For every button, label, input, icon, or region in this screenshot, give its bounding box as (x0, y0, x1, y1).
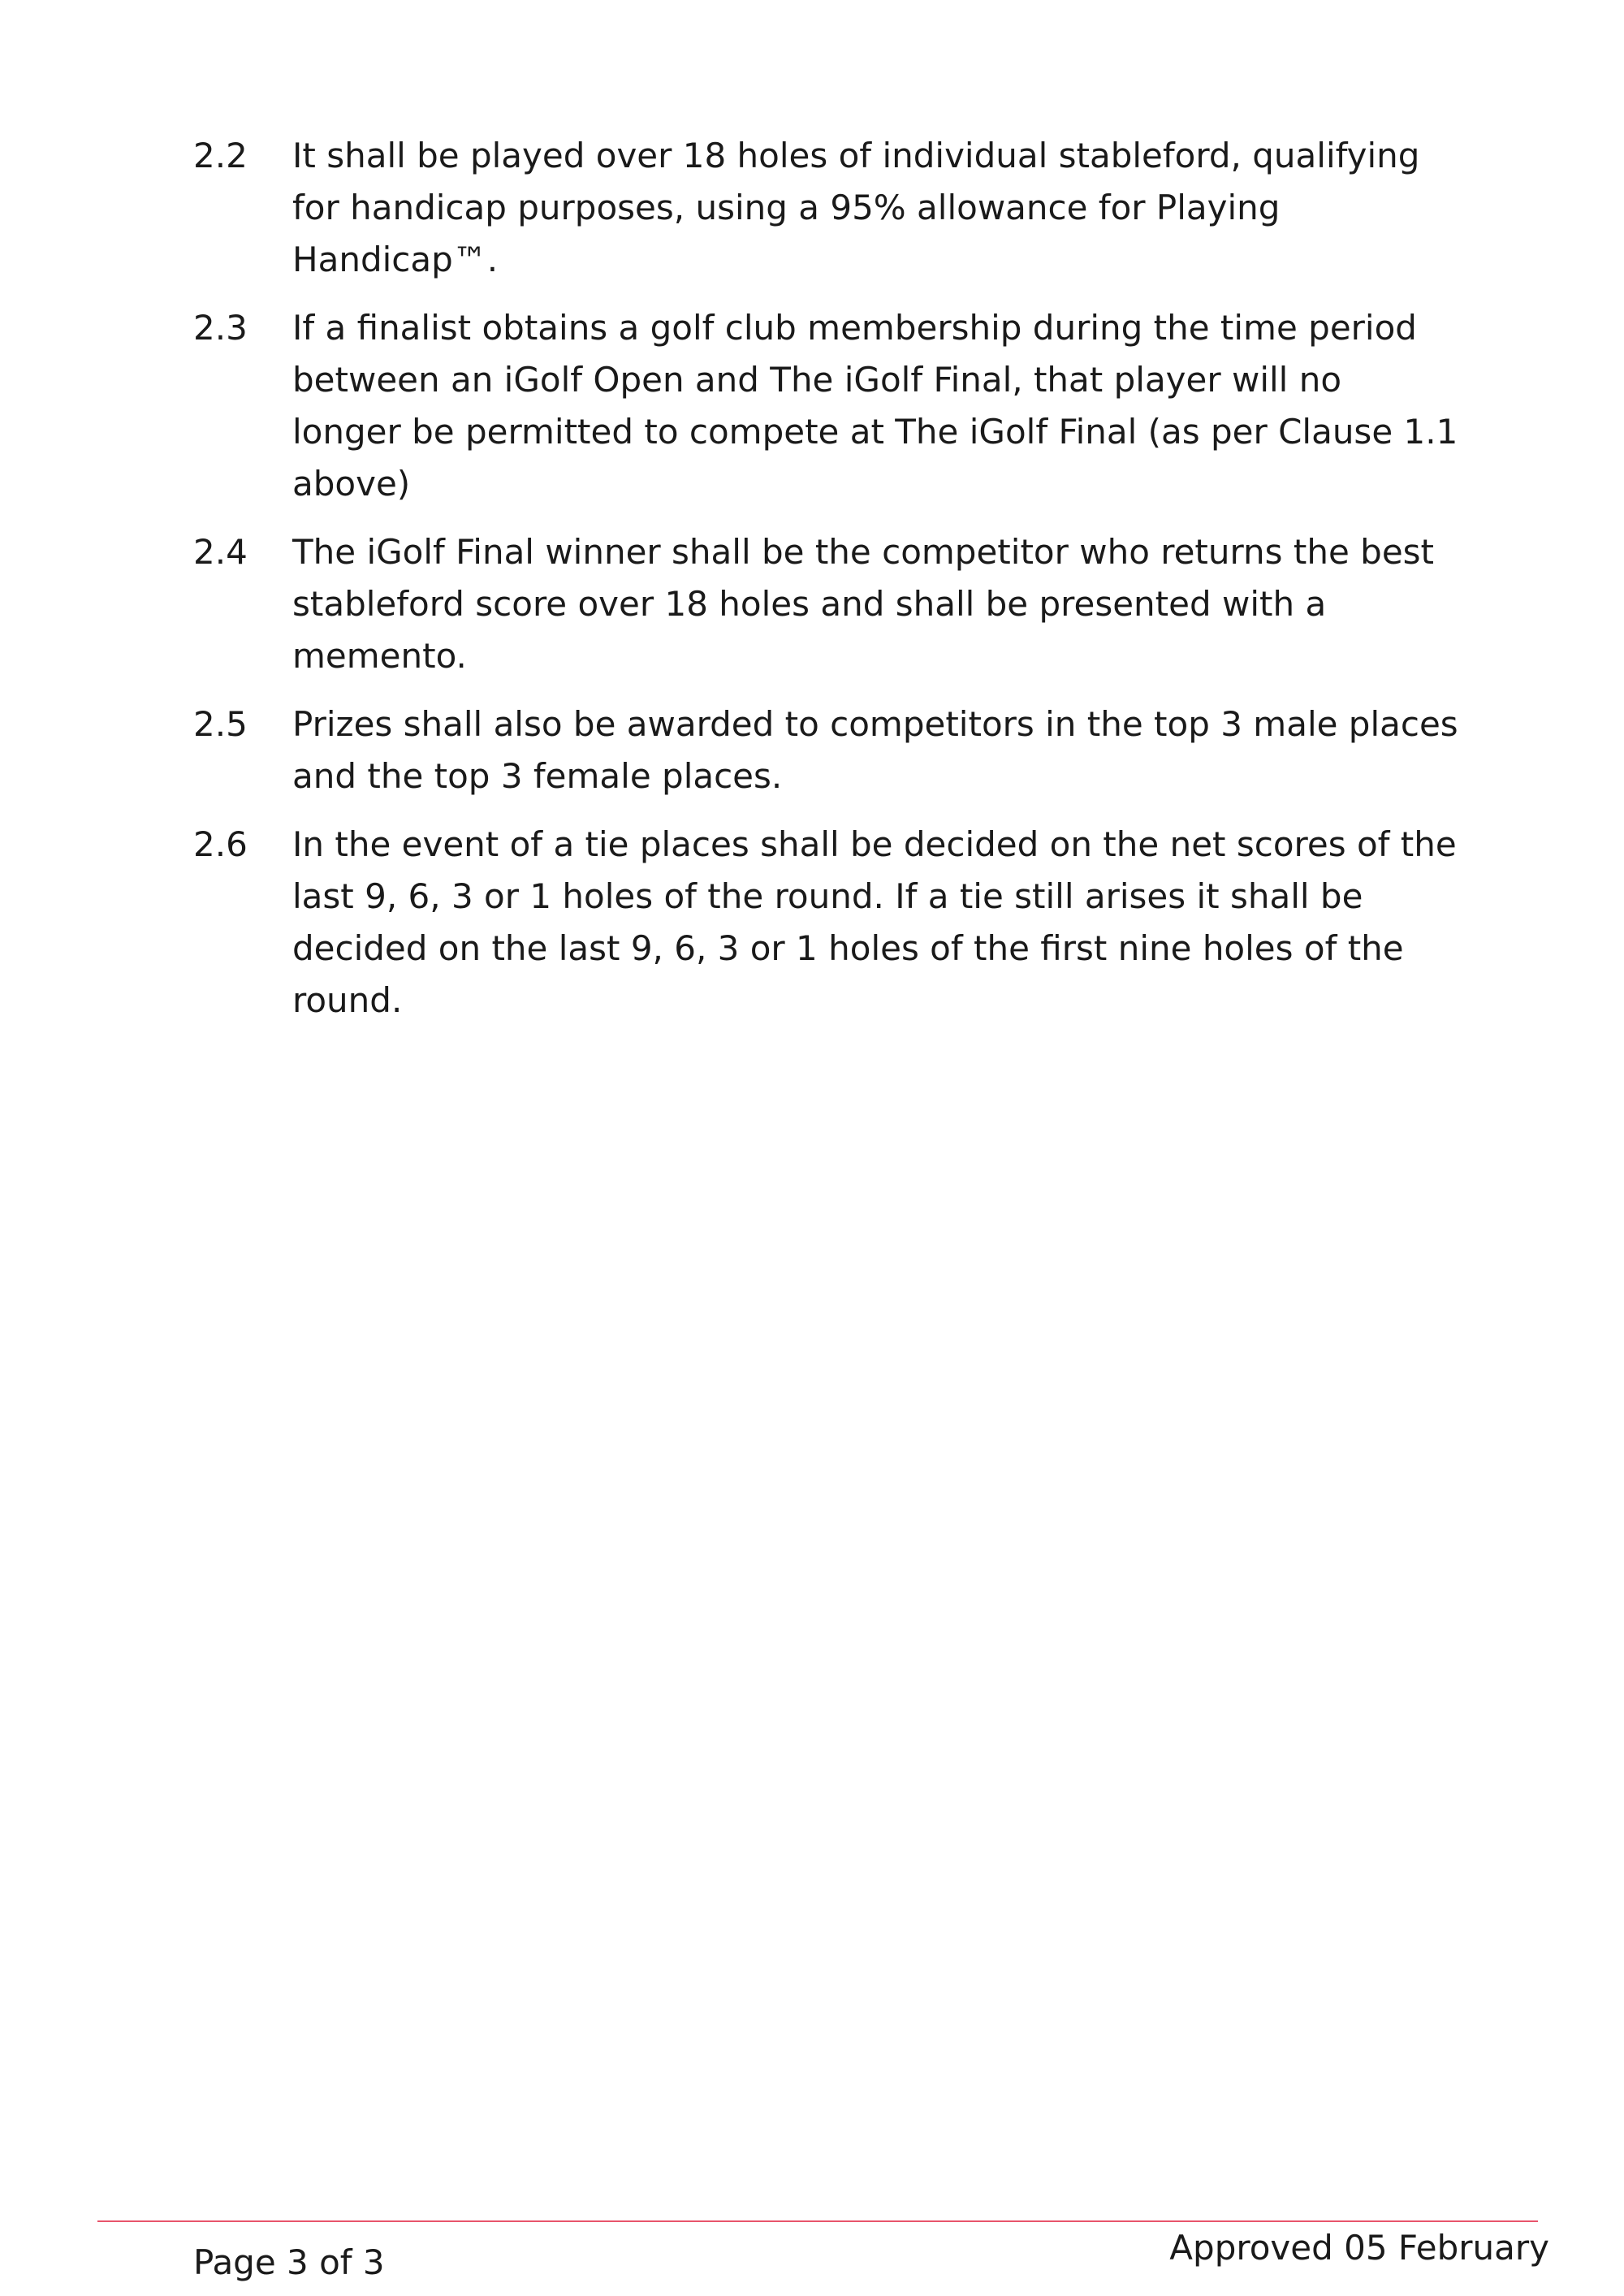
clause-number: 2.4 (193, 532, 248, 572)
clause-text: The iGolf Final winner shall be the competitor who returns the best stableford score over 18 holes and shall be presented with a memento. (292, 532, 1435, 676)
clause-number: 2.6 (193, 824, 248, 864)
clause-text: It shall be played over 18 holes of individual stableford, qualifying for handicap purposes, using a 95% allowance for Playing Handicap™. (292, 136, 1420, 279)
approval-date: Approved 05 February (1169, 2228, 1549, 2268)
clause-2-6 (193, 819, 1460, 1027)
clause-number: 2.5 (193, 704, 248, 744)
page-number: Page 3 of 3 (193, 2242, 385, 2282)
clause-number: 2.2 (193, 136, 248, 175)
clause-text: If a finalist obtains a golf club membership during the time period between an iGolf Open and The iGolf Final, that player will no longer be permitted to compete at The iGolf Final (as per Clause 1.1 above) (292, 308, 1458, 504)
footer-divider (97, 2220, 1538, 2222)
clause-text: In the event of a tie places shall be decided on the net scores of the last 9, 6, 3 or 1 holes of the round. If a tie still arises it shall be decided on the last 9, 6, 3 or 1 holes of the first nine holes of the round. (292, 824, 1457, 1020)
clause-number: 2.3 (193, 308, 248, 348)
clause-text: Prizes shall also be awarded to competitors in the top 3 male places and the top 3 female places. (292, 704, 1458, 796)
clause-list (193, 130, 1460, 1043)
clause-2-2 (193, 130, 1460, 286)
clause-2-5 (193, 698, 1460, 802)
clause-2-4 (193, 526, 1460, 682)
clause-2-3 (193, 302, 1460, 510)
